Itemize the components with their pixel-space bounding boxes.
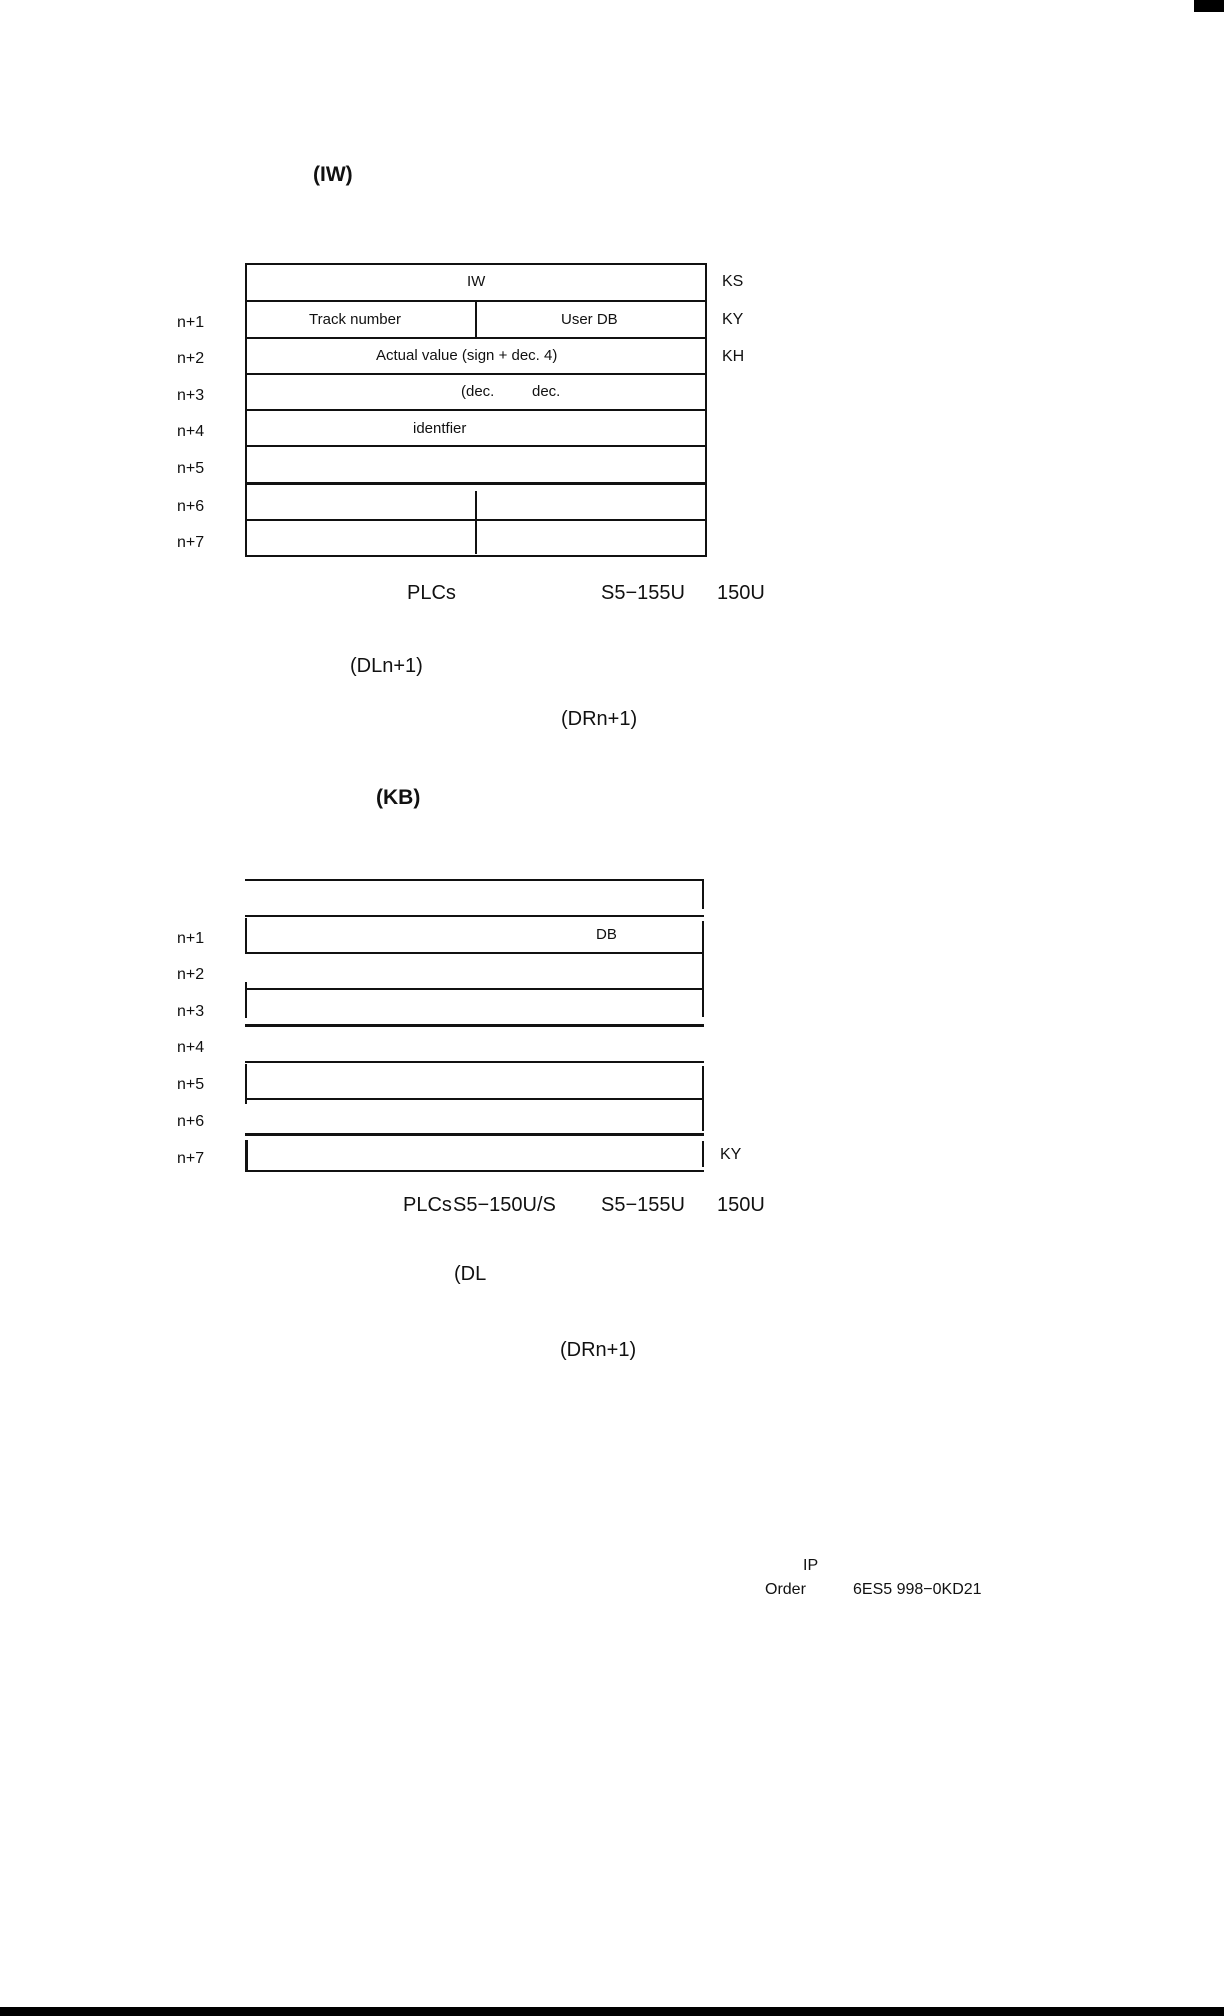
row-label-n3: n+3 (177, 1003, 205, 1020)
note-dr: (DRn+1) (561, 708, 638, 730)
row-label-n5: n+5 (177, 460, 205, 477)
footer-order-number: 6ES5 998−0KD21 (853, 1581, 982, 1598)
column-divider (475, 300, 477, 337)
divider (245, 1061, 704, 1063)
row-label-n7: n+7 (177, 534, 205, 551)
caption-cpu-150u: 150U (717, 1194, 765, 1216)
iw-row-word-label: IW (467, 273, 486, 290)
divider (245, 1024, 704, 1027)
divider (245, 409, 707, 411)
caption-plcs: PLCs (407, 582, 456, 604)
row-label-n2: n+2 (177, 350, 205, 367)
column-divider (475, 491, 477, 554)
divider (245, 879, 704, 881)
note-dl: (DLn+1) (350, 655, 423, 677)
divider (245, 1133, 704, 1136)
dec-cell-a: (dec. (461, 383, 495, 400)
table-edge (702, 921, 704, 1017)
row-label-n5: n+5 (177, 1076, 205, 1093)
note-dr: (DRn+1) (560, 1339, 637, 1361)
user-db-cell: User DB (561, 311, 618, 328)
format-code-ky: KY (720, 1146, 742, 1163)
row-label-n4: n+4 (177, 1039, 205, 1056)
row-label-n4: n+4 (177, 423, 205, 440)
section1-heading: (IW) (313, 163, 353, 186)
caption-plcs: PLCs (403, 1194, 452, 1216)
db-cell: DB (596, 926, 617, 943)
table-edge (702, 1141, 704, 1167)
row-label-n7: n+7 (177, 1150, 205, 1167)
note-dl: (DL (454, 1263, 487, 1285)
row-label-n2: n+2 (177, 966, 205, 983)
format-code-ky: KY (722, 311, 744, 328)
footer-order-label: Order (765, 1581, 806, 1598)
table-edge (245, 1140, 248, 1170)
table-edge (245, 982, 247, 1018)
table-edge (702, 1066, 704, 1131)
divider (245, 1170, 704, 1172)
caption-cpu-155u: S5−155U (601, 1194, 685, 1216)
divider (245, 1098, 704, 1100)
track-number-cell: Track number (309, 311, 401, 328)
row-label-n6: n+6 (177, 1113, 205, 1130)
caption-cpu-155u: S5−155U (601, 582, 685, 604)
divider (245, 445, 707, 447)
table-edge (245, 918, 247, 952)
identifier-cell: identfier (413, 420, 467, 437)
section2-heading: (KB) (376, 786, 421, 809)
footer-ip: IP (803, 1557, 819, 1574)
row-label-n1: n+1 (177, 930, 205, 947)
caption-cpu-150u: 150U (717, 582, 765, 604)
divider (245, 482, 707, 485)
format-code-ks: KS (722, 273, 744, 290)
page-corner-mark (1194, 0, 1224, 12)
actual-value-cell: Actual value (sign + dec. 4) (376, 347, 558, 364)
divider (245, 373, 707, 375)
dec-cell-b: dec. (532, 383, 561, 400)
divider (245, 337, 707, 339)
format-code-kh: KH (722, 348, 745, 365)
table-edge (245, 1064, 247, 1104)
caption-cpu-150us: S5−150U/S (453, 1194, 556, 1216)
divider (245, 988, 704, 990)
page-bottom-bar (0, 2007, 1224, 2016)
row-label-n1: n+1 (177, 314, 205, 331)
table-edge (702, 879, 704, 909)
row-label-n3: n+3 (177, 387, 205, 404)
divider (245, 915, 704, 917)
row-label-n6: n+6 (177, 498, 205, 515)
divider (245, 952, 704, 954)
